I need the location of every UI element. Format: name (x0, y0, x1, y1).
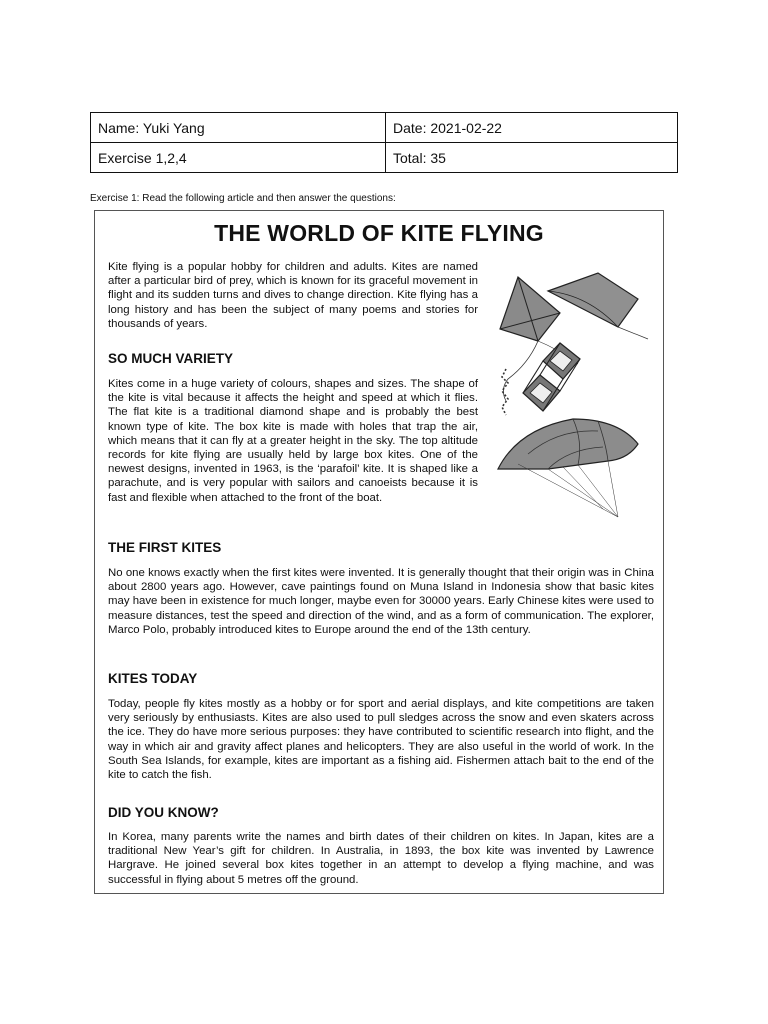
section-text-first-kites: No one knows exactly when the first kites were invented. It is generally thought that their origin was in China about 2800 years ago. However, cave paintings found on Muna Island in Indonesia show that basic kites may have been in existence for much longer, maybe even for 30000 years. Early Chinese kites were used to measure distances, test the speed and direction of the wind, and as a form of communication. The explorer, Marco Polo, probably introduced kites to Europe around the end of the 13th century. (108, 567, 654, 636)
section-text-did-you-know: In Korea, many parents write the names and birth dates of their children on kites. In Japan, kites are a traditional New Year’s gift for children. In Australia, in 1893, the box kite was invented by Lawrence Hargrave. He joined several box kites together in an attempt to develop a flying machine, and was successful in flying about 5 metres off the ground. (108, 831, 654, 886)
section-text-kites-today: Today, people fly kites mostly as a hobby or for sport and aerial displays, and kite competitions are taken very seriously by enthusiasts. Kites are also used to pull sledges across the snow and even skaters across the ice. They do have more serious purposes: they have contributed to scientific research into flight, and the way in which air and gravity affect planes and helicopters. They are also useful in the world of work. In the South Sea Islands, for example, kites are important as a fishing aid. Fishermen attach bait to the end of the kite to catch the fish. (108, 698, 654, 782)
parafoil-kite-image (498, 419, 638, 517)
section-heading-first-kites: THE FIRST KITES (108, 540, 222, 555)
section-text-variety: Kites come in a huge variety of colours, shapes and sizes. The shape of the kite is vital because it affects the height and speed at which it flies. The flat kite is a traditional diamond shape and is probably the best known type of kite. The box kite is made with holes that trap the air, which means that it can fly at a greater height in the sky. The top altitude records for kite flying are usually held by large box kites. One of the newest designs, invented in 1963, is the ‘parafoil’ kite. It is shaped like a parachute, and is very popular with sailors and canoeists because it is fast and flexible when attached to the front of the boat. (108, 378, 478, 504)
section-heading-did-you-know: DID YOU KNOW? (108, 805, 219, 820)
student-info-table (90, 112, 678, 173)
date-cell: Date: 2021-02-22 (386, 113, 678, 143)
section-heading-kites-today: KITES TODAY (108, 671, 198, 686)
total-cell: Total: 35 (386, 143, 678, 173)
article-box (94, 210, 664, 894)
delta-kite-image (548, 273, 648, 339)
name-cell: Name: Yuki Yang (91, 113, 386, 143)
exercise-cell: Exercise 1,2,4 (91, 143, 386, 173)
box-kite-image (502, 343, 580, 415)
intro-paragraph: Kite flying is a popular hobby for children and adults. Kites are named after a particular bird of prey, which is known for its graceful movement in flight and its sudden turns and dives to change direction. Kite flying has a long history and has been the subject of many poems and stories for thousands of years. (108, 261, 478, 330)
exercise-instruction: Exercise 1: Read the following article and then answer the questions: (90, 193, 396, 204)
article-title: THE WORLD OF KITE FLYING (214, 220, 544, 246)
kites-illustration (488, 269, 658, 529)
section-heading-variety: SO MUCH VARIETY (108, 351, 234, 366)
